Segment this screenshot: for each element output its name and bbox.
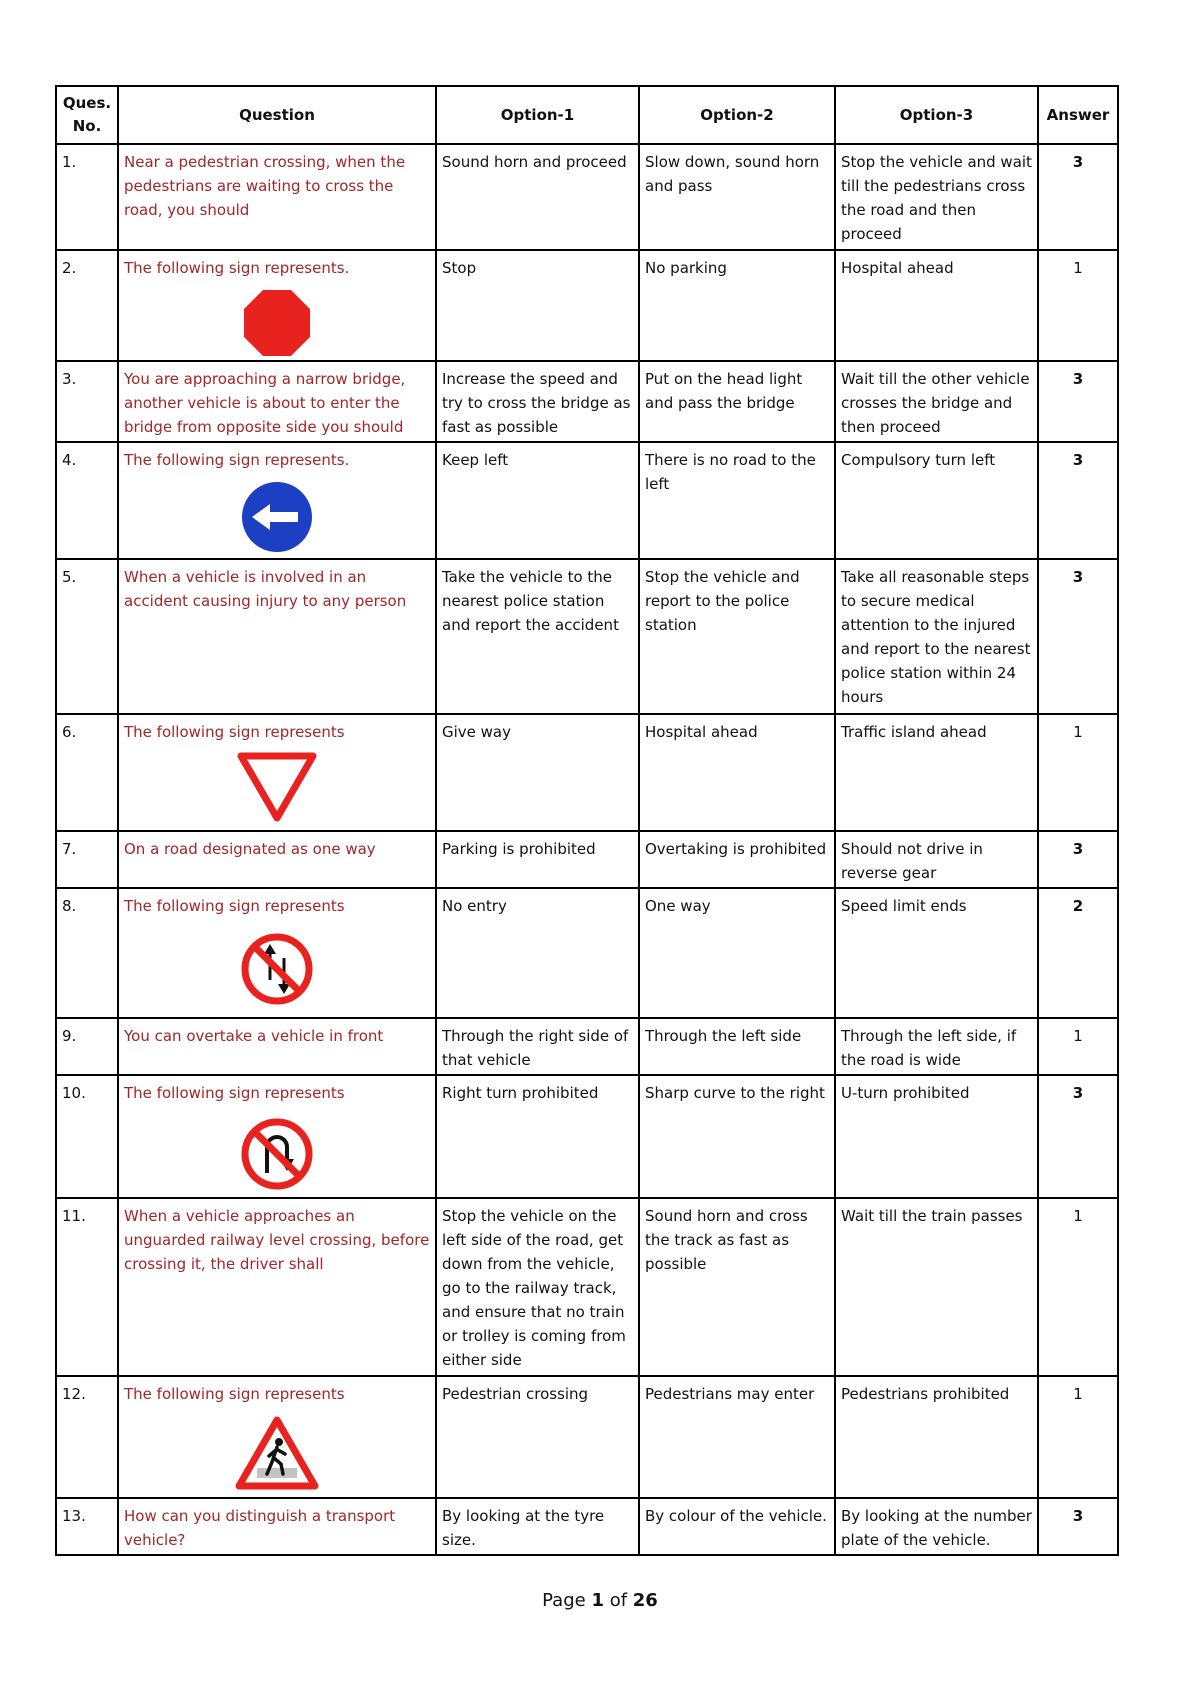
option-3: Speed limit ends — [835, 888, 1038, 1018]
question-number: 12. — [56, 1376, 118, 1498]
answer: 1 — [1038, 714, 1118, 831]
option-1: Through the right side of that vehicle — [436, 1018, 639, 1075]
option-2: Sharp curve to the right — [639, 1075, 835, 1198]
option-1: No entry — [436, 888, 639, 1018]
question-number: 7. — [56, 831, 118, 888]
answer: 3 — [1038, 1075, 1118, 1198]
answer: 1 — [1038, 1376, 1118, 1498]
option-1: Parking is prohibited — [436, 831, 639, 888]
question-number: 11. — [56, 1198, 118, 1376]
option-2: By colour of the vehicle. — [639, 1498, 835, 1555]
table-row — [56, 361, 1118, 442]
header-option-2: Option-2 — [639, 86, 835, 144]
question-cell — [118, 888, 436, 1018]
answer: 1 — [1038, 250, 1118, 361]
question-text: The following sign represents — [124, 897, 345, 915]
question-number: 1. — [56, 144, 118, 250]
question-number: 4. — [56, 442, 118, 559]
option-3: Hospital ahead — [835, 250, 1038, 361]
option-1: Stop the vehicle on the left side of the road, get down from the vehicle, go to the railway track, and ensure that no train or trolley is coming from either side — [436, 1198, 639, 1376]
option-3: Should not drive in reverse gear — [835, 831, 1038, 888]
option-2: Overtaking is prohibited — [639, 831, 835, 888]
question-text: How can you distinguish a transport vehicle? — [118, 1498, 436, 1555]
option-1: Keep left — [436, 442, 639, 559]
option-2: There is no road to the left — [639, 442, 835, 559]
option-2: Through the left side — [639, 1018, 835, 1075]
option-1: Stop — [436, 250, 639, 361]
question-number: 9. — [56, 1018, 118, 1075]
header-option-3: Option-3 — [835, 86, 1038, 144]
question-text: You are approaching a narrow bridge, another vehicle is about to enter the bridge from opposite side you should — [118, 361, 436, 442]
question-text: Near a pedestrian crossing, when the pedestrians are waiting to cross the road, you should — [118, 144, 436, 250]
table-row — [56, 831, 1118, 888]
stop-sign-icon — [242, 288, 312, 358]
header-answer: Answer — [1038, 86, 1118, 144]
no-entry-sign-icon — [240, 932, 314, 1006]
u-turn-prohibited-sign-icon — [240, 1117, 314, 1191]
give-way-sign-icon — [237, 752, 317, 822]
option-3: Wait till the other vehicle crosses the bridge and then proceed — [835, 361, 1038, 442]
option-1: Increase the speed and try to cross the bridge as fast as possible — [436, 361, 639, 442]
answer: 1 — [1038, 1198, 1118, 1376]
question-text: The following sign represents. — [124, 259, 350, 277]
option-2: Sound horn and cross the track as fast as possible — [639, 1198, 835, 1376]
question-text: On a road designated as one way — [118, 831, 436, 888]
page-footer-prefix: Page — [542, 1590, 592, 1611]
table-row — [56, 442, 1118, 559]
option-1: Pedestrian crossing — [436, 1376, 639, 1498]
option-3: Traffic island ahead — [835, 714, 1038, 831]
answer: 3 — [1038, 831, 1118, 888]
page-total: 26 — [632, 1590, 658, 1611]
option-1: By looking at the tyre size. — [436, 1498, 639, 1555]
header-ques-no: Ques. No. — [56, 86, 118, 144]
question-number: 13. — [56, 1498, 118, 1555]
option-2: Pedestrians may enter — [639, 1376, 835, 1498]
answer: 3 — [1038, 1498, 1118, 1555]
option-1: Sound horn and proceed — [436, 144, 639, 250]
option-3: Stop the vehicle and wait till the pedestrians cross the road and then proceed — [835, 144, 1038, 250]
answer: 3 — [1038, 442, 1118, 559]
option-2: Slow down, sound horn and pass — [639, 144, 835, 250]
option-3: Through the left side, if the road is wide — [835, 1018, 1038, 1075]
question-text: The following sign represents. — [124, 451, 350, 469]
page-footer — [0, 1590, 1200, 1611]
answer: 3 — [1038, 144, 1118, 250]
question-number: 8. — [56, 888, 118, 1018]
table-row — [56, 144, 1118, 250]
question-text: The following sign represents — [124, 723, 345, 741]
answer: 2 — [1038, 888, 1118, 1018]
pedestrian-crossing-sign-icon — [235, 1416, 319, 1490]
option-3: By looking at the number plate of the vehicle. — [835, 1498, 1038, 1555]
question-text: The following sign represents — [124, 1084, 345, 1102]
question-number: 10. — [56, 1075, 118, 1198]
question-cell — [118, 250, 436, 361]
header-option-1: Option-1 — [436, 86, 639, 144]
table-row — [56, 714, 1118, 831]
question-cell — [118, 1075, 436, 1198]
option-3: Compulsory turn left — [835, 442, 1038, 559]
table-row — [56, 1018, 1118, 1075]
table-row — [56, 888, 1118, 1018]
option-2: Put on the head light and pass the bridge — [639, 361, 835, 442]
question-number: 2. — [56, 250, 118, 361]
option-2: Stop the vehicle and report to the police station — [639, 559, 835, 714]
header-question: Question — [118, 86, 436, 144]
question-cell — [118, 714, 436, 831]
header-row — [56, 86, 1118, 144]
option-2: One way — [639, 888, 835, 1018]
question-cell — [118, 1376, 436, 1498]
option-2: Hospital ahead — [639, 714, 835, 831]
option-3: U-turn prohibited — [835, 1075, 1038, 1198]
option-3: Take all reasonable steps to secure medical attention to the injured and report to the nearest police station within 24 hours — [835, 559, 1038, 714]
option-1: Give way — [436, 714, 639, 831]
option-3: Pedestrians prohibited — [835, 1376, 1038, 1498]
question-number: 5. — [56, 559, 118, 714]
option-2: No parking — [639, 250, 835, 361]
page-number: 1 — [591, 1590, 604, 1611]
table-row — [56, 1198, 1118, 1376]
page-footer-middle: of — [603, 1590, 633, 1611]
table-row — [56, 250, 1118, 361]
table-row — [56, 1075, 1118, 1198]
question-text: When a vehicle approaches an unguarded railway level crossing, before crossing it, the driver shall — [118, 1198, 436, 1376]
table-row — [56, 1376, 1118, 1498]
option-3: Wait till the train passes — [835, 1198, 1038, 1376]
answer: 3 — [1038, 361, 1118, 442]
question-number: 6. — [56, 714, 118, 831]
table-row — [56, 559, 1118, 714]
question-number: 3. — [56, 361, 118, 442]
quiz-table — [55, 85, 1119, 1556]
answer: 1 — [1038, 1018, 1118, 1075]
question-cell — [118, 442, 436, 559]
question-text: You can overtake a vehicle in front — [118, 1018, 436, 1075]
question-text: When a vehicle is involved in an accident causing injury to any person — [118, 559, 436, 714]
keep-left-sign-icon — [240, 480, 314, 554]
option-1: Right turn prohibited — [436, 1075, 639, 1198]
question-text: The following sign represents — [124, 1385, 345, 1403]
table-row — [56, 1498, 1118, 1555]
answer: 3 — [1038, 559, 1118, 714]
option-1: Take the vehicle to the nearest police station and report the accident — [436, 559, 639, 714]
